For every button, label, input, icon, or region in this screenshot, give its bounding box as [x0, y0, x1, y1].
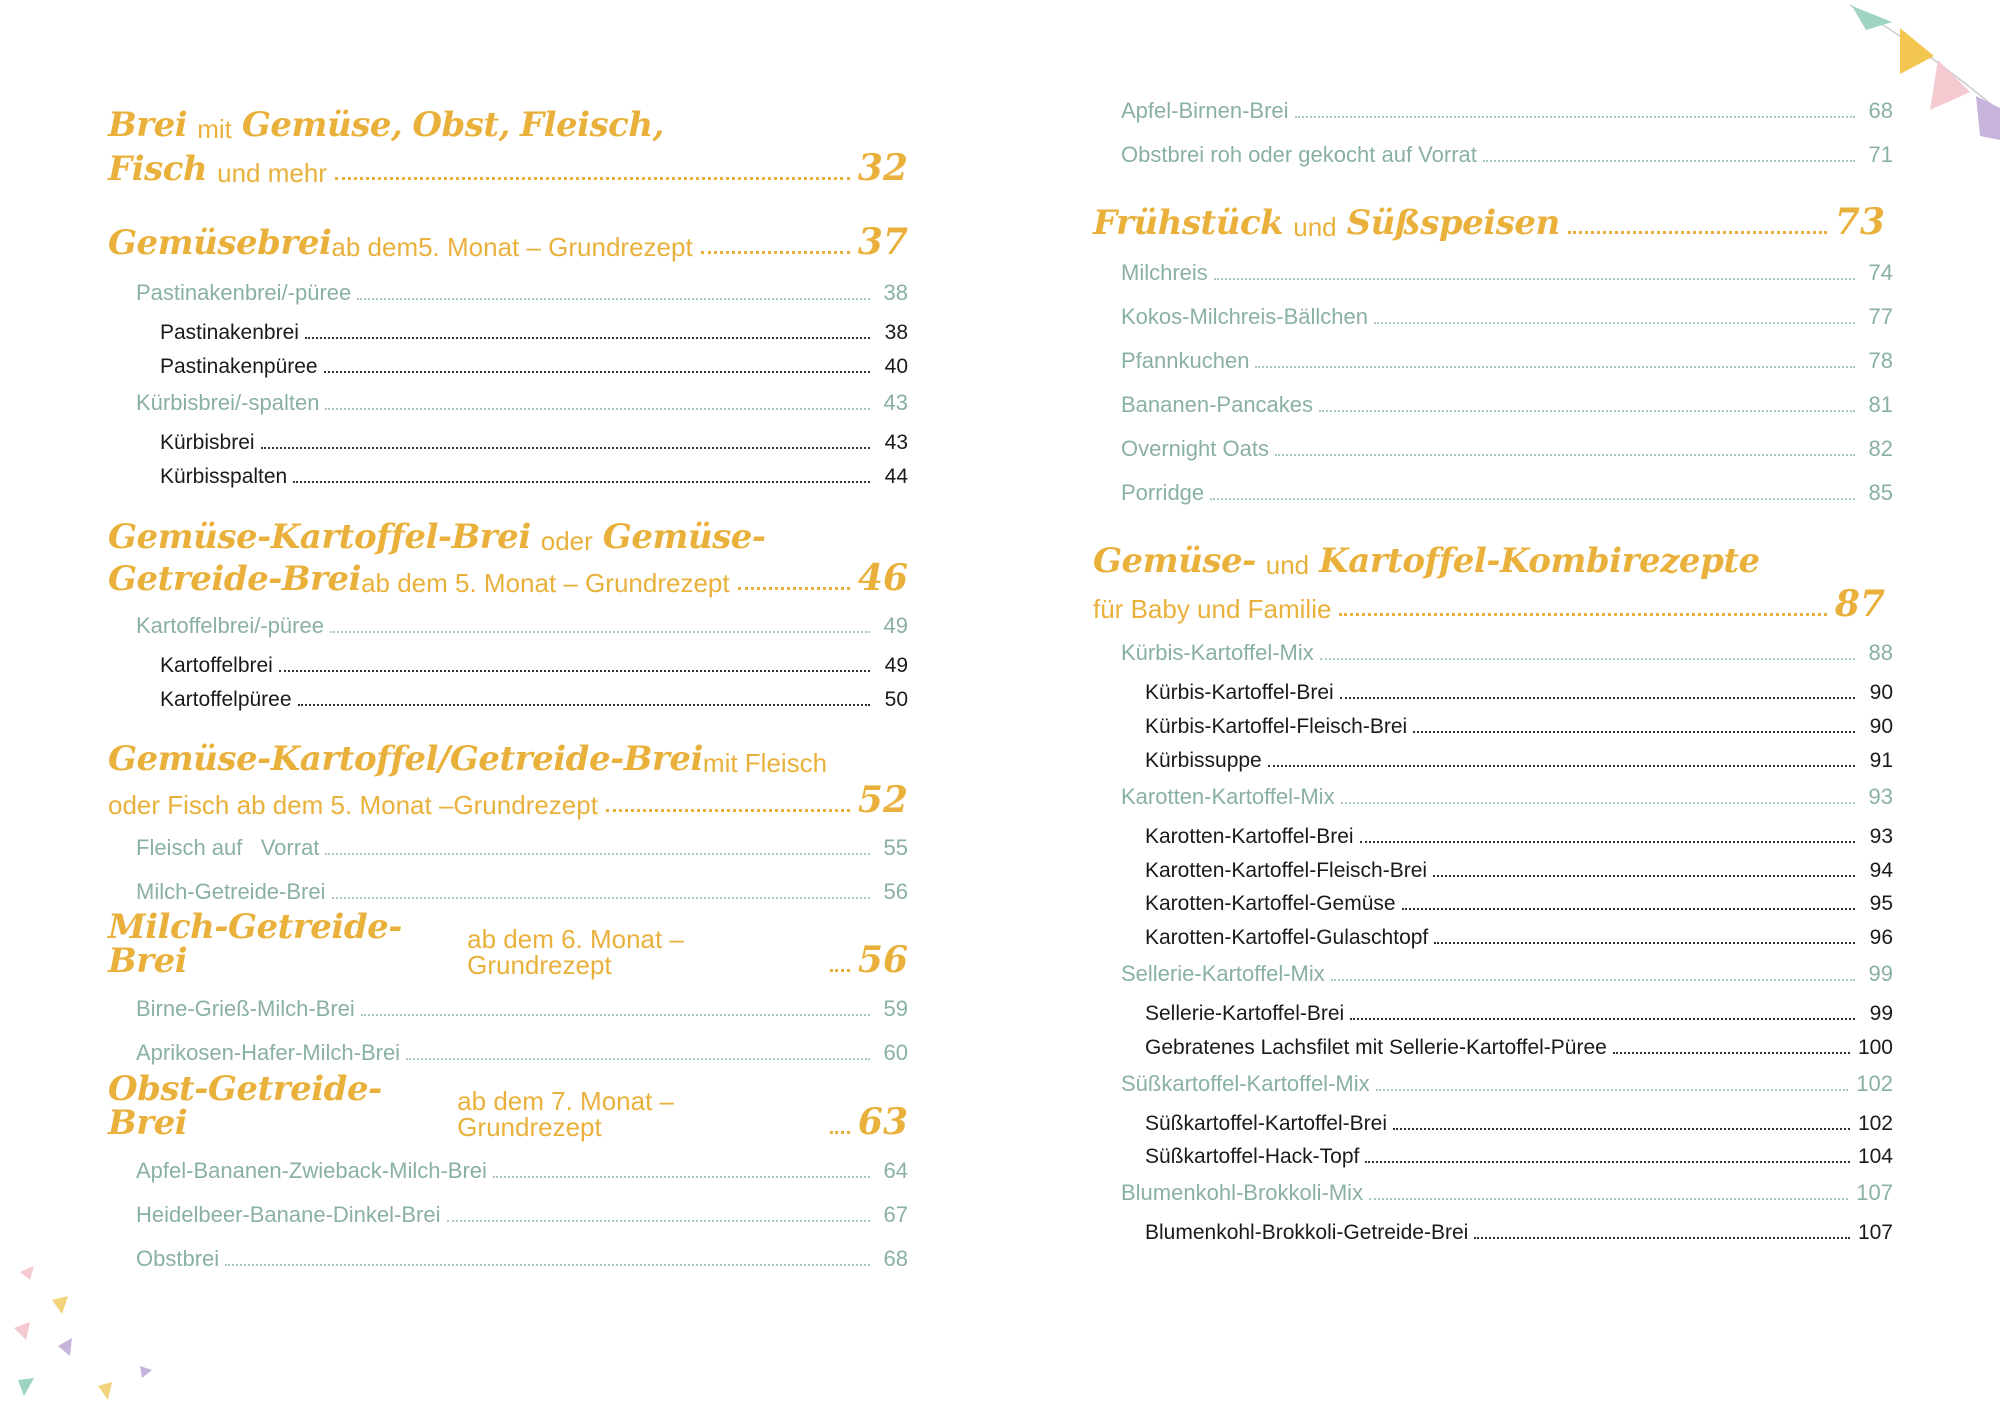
dot-leader	[701, 251, 850, 254]
page-number: 68	[1868, 98, 1893, 123]
toc-entry[interactable]	[160, 648, 908, 678]
toc-entry[interactable]	[1121, 1176, 1893, 1206]
toc-section-fruehstueck[interactable]	[1093, 194, 1885, 243]
entry-label: Pastinakenpüree	[160, 355, 318, 378]
page-number: 56	[857, 939, 908, 981]
section-title-word: Getreide-Brei	[108, 559, 362, 599]
section-title-word: Obst,	[412, 105, 510, 145]
page-number: 40	[884, 355, 908, 378]
dot-leader	[330, 631, 870, 633]
dot-leader	[447, 1220, 871, 1222]
page-number: 95	[1869, 892, 1893, 915]
dot-leader	[1360, 841, 1855, 843]
section-title-word: ab dem 6. Monat – Grundrezept	[467, 924, 684, 980]
section-title-word: mit Fleisch	[702, 748, 828, 778]
toc-section-milch-getreide-brei[interactable]	[108, 907, 908, 981]
dot-leader	[1402, 908, 1855, 910]
toc-entry[interactable]	[1121, 256, 1893, 286]
entry-label: Milch-Getreide-Brei	[136, 879, 326, 904]
toc-entry[interactable]	[136, 992, 908, 1022]
toc-entry[interactable]	[1145, 920, 1893, 950]
confetti-yellow-1	[52, 1296, 68, 1314]
toc-entry[interactable]	[1145, 709, 1893, 739]
section-title-word: Gemüse-	[602, 517, 766, 557]
toc-entry[interactable]	[160, 315, 908, 345]
page-number: 37	[857, 221, 908, 263]
entry-label: Karotten-Kartoffel-Gulaschtopf	[1145, 926, 1429, 949]
section-title-word: Kartoffel-Kombirezepte	[1319, 541, 1760, 581]
entry-label: Karotten-Kartoffel-Fleisch-Brei	[1145, 859, 1428, 882]
page-number: 67	[883, 1202, 908, 1227]
section-title-word: oder Fisch ab dem 5. Monat –Grundrezept	[108, 790, 598, 820]
entry-label: Milchreis	[1121, 260, 1208, 285]
page-number: 71	[1868, 142, 1893, 167]
entry-label: Süßkartoffel-Kartoffel-Brei	[1145, 1112, 1387, 1135]
page-number: 93	[1869, 825, 1893, 848]
entry-label: Kürbisspalten	[160, 465, 288, 488]
page-number: 102	[1857, 1112, 1893, 1135]
entry-label: Pastinakenbrei	[160, 321, 299, 344]
dot-leader	[225, 1264, 870, 1266]
toc-entry[interactable]	[1121, 432, 1893, 462]
toc-entry[interactable]	[1145, 1139, 1893, 1169]
section-title-word: und mehr	[217, 158, 327, 188]
toc-entry[interactable]	[1145, 743, 1893, 773]
page-number: 50	[884, 688, 908, 711]
confetti-lilac-2	[140, 1366, 152, 1378]
page-number: 60	[883, 1040, 908, 1065]
dot-leader	[1613, 1052, 1850, 1054]
dot-leader	[1434, 942, 1855, 944]
toc-entry[interactable]	[136, 831, 908, 861]
section-title-word: Obst-Getreide-Brei	[108, 1069, 382, 1143]
toc-entry[interactable]	[160, 682, 908, 712]
section-title-word: Süßspeisen	[1346, 203, 1560, 243]
entry-label: Overnight Oats	[1121, 436, 1269, 461]
page-number: 49	[883, 613, 908, 638]
toc-entry[interactable]	[136, 1154, 908, 1184]
page-number: 74	[1868, 260, 1893, 285]
page-number: 64	[883, 1158, 908, 1183]
dot-leader	[361, 1014, 870, 1016]
page-number: 55	[883, 835, 908, 860]
confetti-teal-1	[18, 1378, 34, 1396]
dot-leader	[830, 1131, 850, 1134]
page-number: 102	[1856, 1071, 1893, 1096]
page-number: 107	[1856, 1180, 1893, 1205]
dot-leader	[357, 298, 870, 300]
entry-label: Karotten-Kartoffel-Brei	[1145, 825, 1354, 848]
section-title-word: und	[1265, 550, 1310, 580]
dot-leader	[1374, 322, 1855, 324]
entry-label: Apfel-Bananen-Zwieback-Milch-Brei	[136, 1158, 487, 1183]
toc-section-gemuesebrei[interactable]	[108, 214, 908, 263]
section-title-word: Gemüse,	[241, 105, 403, 145]
entry-label: Karotten-Kartoffel-Mix	[1121, 784, 1335, 809]
dot-leader	[324, 371, 870, 373]
entry-label: Kokos-Milchreis-Bällchen	[1121, 304, 1368, 329]
dot-leader	[830, 969, 850, 972]
dot-leader	[1568, 231, 1827, 234]
page-number: 99	[1869, 1002, 1893, 1025]
toc-section-kombirezepte[interactable]	[1093, 532, 1885, 624]
page-number: 38	[884, 321, 908, 344]
entry-label: Blumenkohl-Brokkoli-Mix	[1121, 1180, 1364, 1205]
page-number: 94	[1869, 859, 1893, 882]
page-number: 49	[884, 654, 908, 677]
page-number: 63	[857, 1101, 908, 1143]
page-number: 93	[1868, 784, 1893, 809]
toc-entry[interactable]	[1145, 886, 1893, 916]
bunting-flag-pink	[1930, 60, 1970, 110]
dot-leader	[1331, 979, 1855, 981]
dot-leader	[332, 897, 871, 899]
page-number: 100	[1857, 1036, 1893, 1059]
toc-entry[interactable]	[1121, 94, 1893, 124]
toc-entry[interactable]	[1121, 780, 1893, 810]
entry-label: Kürbisbrei/-spalten	[136, 390, 320, 415]
page-number: 81	[1868, 392, 1893, 417]
dot-leader	[1214, 278, 1855, 280]
section-title-word: Gemüse-Kartoffel-Brei	[108, 517, 531, 557]
dot-leader	[1255, 366, 1855, 368]
toc-entry[interactable]	[1121, 476, 1893, 506]
entry-label: Pfannkuchen	[1121, 348, 1250, 373]
toc-entry[interactable]	[136, 1242, 908, 1272]
page-number: 90	[1869, 715, 1893, 738]
dot-leader	[406, 1058, 870, 1060]
toc-section-gemuese-kartoffel-fleisch[interactable]	[108, 730, 908, 822]
dot-leader	[1376, 1089, 1849, 1091]
toc-entry[interactable]	[1121, 957, 1893, 987]
toc-entry[interactable]	[1145, 996, 1893, 1026]
toc-entry[interactable]	[136, 875, 908, 905]
toc-entry[interactable]	[136, 386, 908, 416]
page-number: 99	[1868, 961, 1893, 986]
toc-entry[interactable]	[136, 276, 908, 306]
page-number: 88	[1868, 640, 1893, 665]
toc-entry[interactable]	[1145, 675, 1893, 705]
page-number: 43	[884, 431, 908, 454]
section-title-word: Gemüse-Kartoffel/Getreide-Brei	[108, 739, 703, 779]
page-number: 56	[883, 879, 908, 904]
entry-label: Süßkartoffel-Kartoffel-Mix	[1121, 1071, 1370, 1096]
section-title-word: und	[1293, 212, 1337, 242]
confetti-decoration	[0, 1260, 170, 1412]
entry-label: Gebratenes Lachsfilet mit Sellerie-Kartoffel-Püree	[1145, 1036, 1607, 1059]
page-number: 52	[857, 779, 908, 821]
dot-leader	[305, 337, 870, 339]
dot-leader	[493, 1176, 870, 1178]
dot-leader	[325, 408, 870, 410]
page-number: 107	[1857, 1221, 1893, 1244]
toc-entry[interactable]	[1121, 138, 1893, 168]
toc-entry[interactable]	[1121, 388, 1893, 418]
page-number: 44	[884, 465, 908, 488]
bunting-flag-yellow	[1900, 28, 1934, 74]
dot-leader	[1320, 658, 1855, 660]
toc-entry[interactable]	[1121, 344, 1893, 374]
section-title-word: Fleisch,	[519, 105, 664, 145]
dot-leader	[279, 670, 870, 672]
section-title-word: Gemüse-	[1093, 541, 1256, 581]
toc-entry[interactable]	[136, 609, 908, 639]
entry-label: Kürbissuppe	[1145, 749, 1262, 772]
dot-leader	[1268, 765, 1855, 767]
dot-leader	[1319, 410, 1855, 412]
toc-section-brei[interactable]	[108, 96, 908, 188]
dot-leader	[293, 481, 870, 483]
entry-label: Blumenkohl-Brokkoli-Getreide-Brei	[1145, 1221, 1469, 1244]
page-number: 77	[1868, 304, 1893, 329]
page-number: 87	[1834, 583, 1885, 625]
dot-leader	[1339, 613, 1826, 616]
toc-entry[interactable]	[1145, 1215, 1893, 1245]
dot-leader	[1393, 1128, 1850, 1130]
dot-leader	[335, 177, 850, 180]
dot-leader	[738, 587, 850, 590]
dot-leader	[1350, 1018, 1855, 1020]
toc-entry[interactable]	[1145, 1030, 1893, 1060]
dot-leader	[1413, 731, 1855, 733]
page-number: 68	[883, 1246, 908, 1271]
entry-label: Obstbrei roh oder gekocht auf Vorrat	[1121, 142, 1477, 167]
dot-leader	[606, 809, 850, 812]
page-number: 78	[1868, 348, 1893, 373]
entry-label: Porridge	[1121, 480, 1205, 505]
entry-label: Sellerie-Kartoffel-Mix	[1121, 961, 1325, 986]
toc-section-gemuese-kartoffel-brei[interactable]	[108, 508, 908, 600]
dot-leader	[1483, 160, 1855, 162]
section-title-word: ab dem5. Monat – Grundrezept	[331, 232, 693, 262]
toc-entry[interactable]	[136, 1198, 908, 1228]
toc-section-obst-getreide-brei[interactable]	[108, 1069, 908, 1143]
entry-label: Kartoffelbrei	[160, 654, 273, 677]
entry-label: Apfel-Birnen-Brei	[1121, 98, 1289, 123]
confetti-pink-2	[14, 1322, 30, 1340]
dot-leader	[1340, 697, 1855, 699]
bunting-flag-lilac	[1976, 96, 2000, 140]
confetti-pink-1	[20, 1266, 34, 1280]
dot-leader	[1341, 802, 1855, 804]
toc-entry[interactable]	[1145, 853, 1893, 883]
dot-leader	[325, 853, 870, 855]
toc-entry[interactable]	[136, 1036, 908, 1066]
toc-entry[interactable]	[1145, 819, 1893, 849]
entry-label: Sellerie-Kartoffel-Brei	[1145, 1002, 1345, 1025]
page-number: 46	[857, 557, 908, 599]
entry-label: Obstbrei	[136, 1246, 220, 1271]
dot-leader	[298, 704, 870, 706]
section-title-word: oder	[540, 526, 593, 556]
toc-entry[interactable]	[1145, 1106, 1893, 1136]
entry-label: Pastinakenbrei/-püree	[136, 280, 352, 305]
entry-label: Birne-Grieß-Milch-Brei	[136, 996, 355, 1021]
section-title-word: für Baby und Familie	[1093, 594, 1332, 624]
entry-label: Süßkartoffel-Hack-Topf	[1145, 1145, 1360, 1168]
section-title-word: Brei	[108, 105, 188, 145]
confetti-yellow-2	[98, 1382, 112, 1400]
page-number: 91	[1869, 749, 1893, 772]
entry-label: Heidelbeer-Banane-Dinkel-Brei	[136, 1202, 441, 1227]
entry-label: Karotten-Kartoffel-Gemüse	[1145, 892, 1396, 915]
page-number: 59	[883, 996, 908, 1021]
toc-entry[interactable]	[160, 459, 908, 489]
entry-label: Kürbisbrei	[160, 431, 255, 454]
page-number: 38	[883, 280, 908, 305]
entry-label: Kartoffelbrei/-püree	[136, 613, 324, 638]
dot-leader	[1474, 1237, 1850, 1239]
dot-leader	[1433, 875, 1855, 877]
dot-leader	[1210, 498, 1855, 500]
entry-label: Kürbis-Kartoffel-Brei	[1145, 681, 1334, 704]
toc-entry[interactable]	[160, 425, 908, 455]
page-number: 73	[1834, 201, 1885, 243]
section-title-word: ab dem 7. Monat – Grundrezept	[457, 1086, 675, 1142]
entry-label: Kürbis-Kartoffel-Mix	[1121, 640, 1314, 665]
section-title-word: Fisch	[108, 149, 208, 189]
entry-label: Bananen-Pancakes	[1121, 392, 1314, 417]
page-number: 96	[1869, 926, 1893, 949]
toc-entry[interactable]	[1121, 1067, 1893, 1097]
page-number: 90	[1869, 681, 1893, 704]
dot-leader	[1275, 454, 1855, 456]
page-number: 32	[857, 147, 908, 189]
section-title-word: Gemüsebrei	[108, 223, 332, 263]
confetti-lilac-1	[58, 1338, 72, 1356]
page-number: 82	[1868, 436, 1893, 461]
entry-label: Aprikosen-Hafer-Milch-Brei	[136, 1040, 401, 1065]
section-title-word: Frühstück	[1093, 203, 1284, 243]
bunting-decoration	[1830, 0, 2000, 150]
dot-leader	[261, 447, 870, 449]
entry-label: Kürbis-Kartoffel-Fleisch-Brei	[1145, 715, 1408, 738]
page-number: 85	[1868, 480, 1893, 505]
entry-label: Fleisch auf Vorrat	[136, 835, 320, 860]
entry-label: Kartoffelpüree	[160, 688, 292, 711]
toc-entry[interactable]	[1121, 300, 1893, 330]
toc-entry[interactable]	[1121, 636, 1893, 666]
page-number: 104	[1857, 1145, 1893, 1168]
section-title-word: Milch-Getreide-Brei	[108, 907, 402, 981]
dot-leader	[1369, 1198, 1848, 1200]
toc-entry[interactable]	[160, 349, 908, 379]
dot-leader	[1365, 1161, 1850, 1163]
dot-leader	[1295, 116, 1855, 118]
section-title-word: ab dem 5. Monat – Grundrezept	[361, 568, 730, 598]
page-number: 43	[883, 390, 908, 415]
section-title-word: mit	[197, 114, 232, 144]
